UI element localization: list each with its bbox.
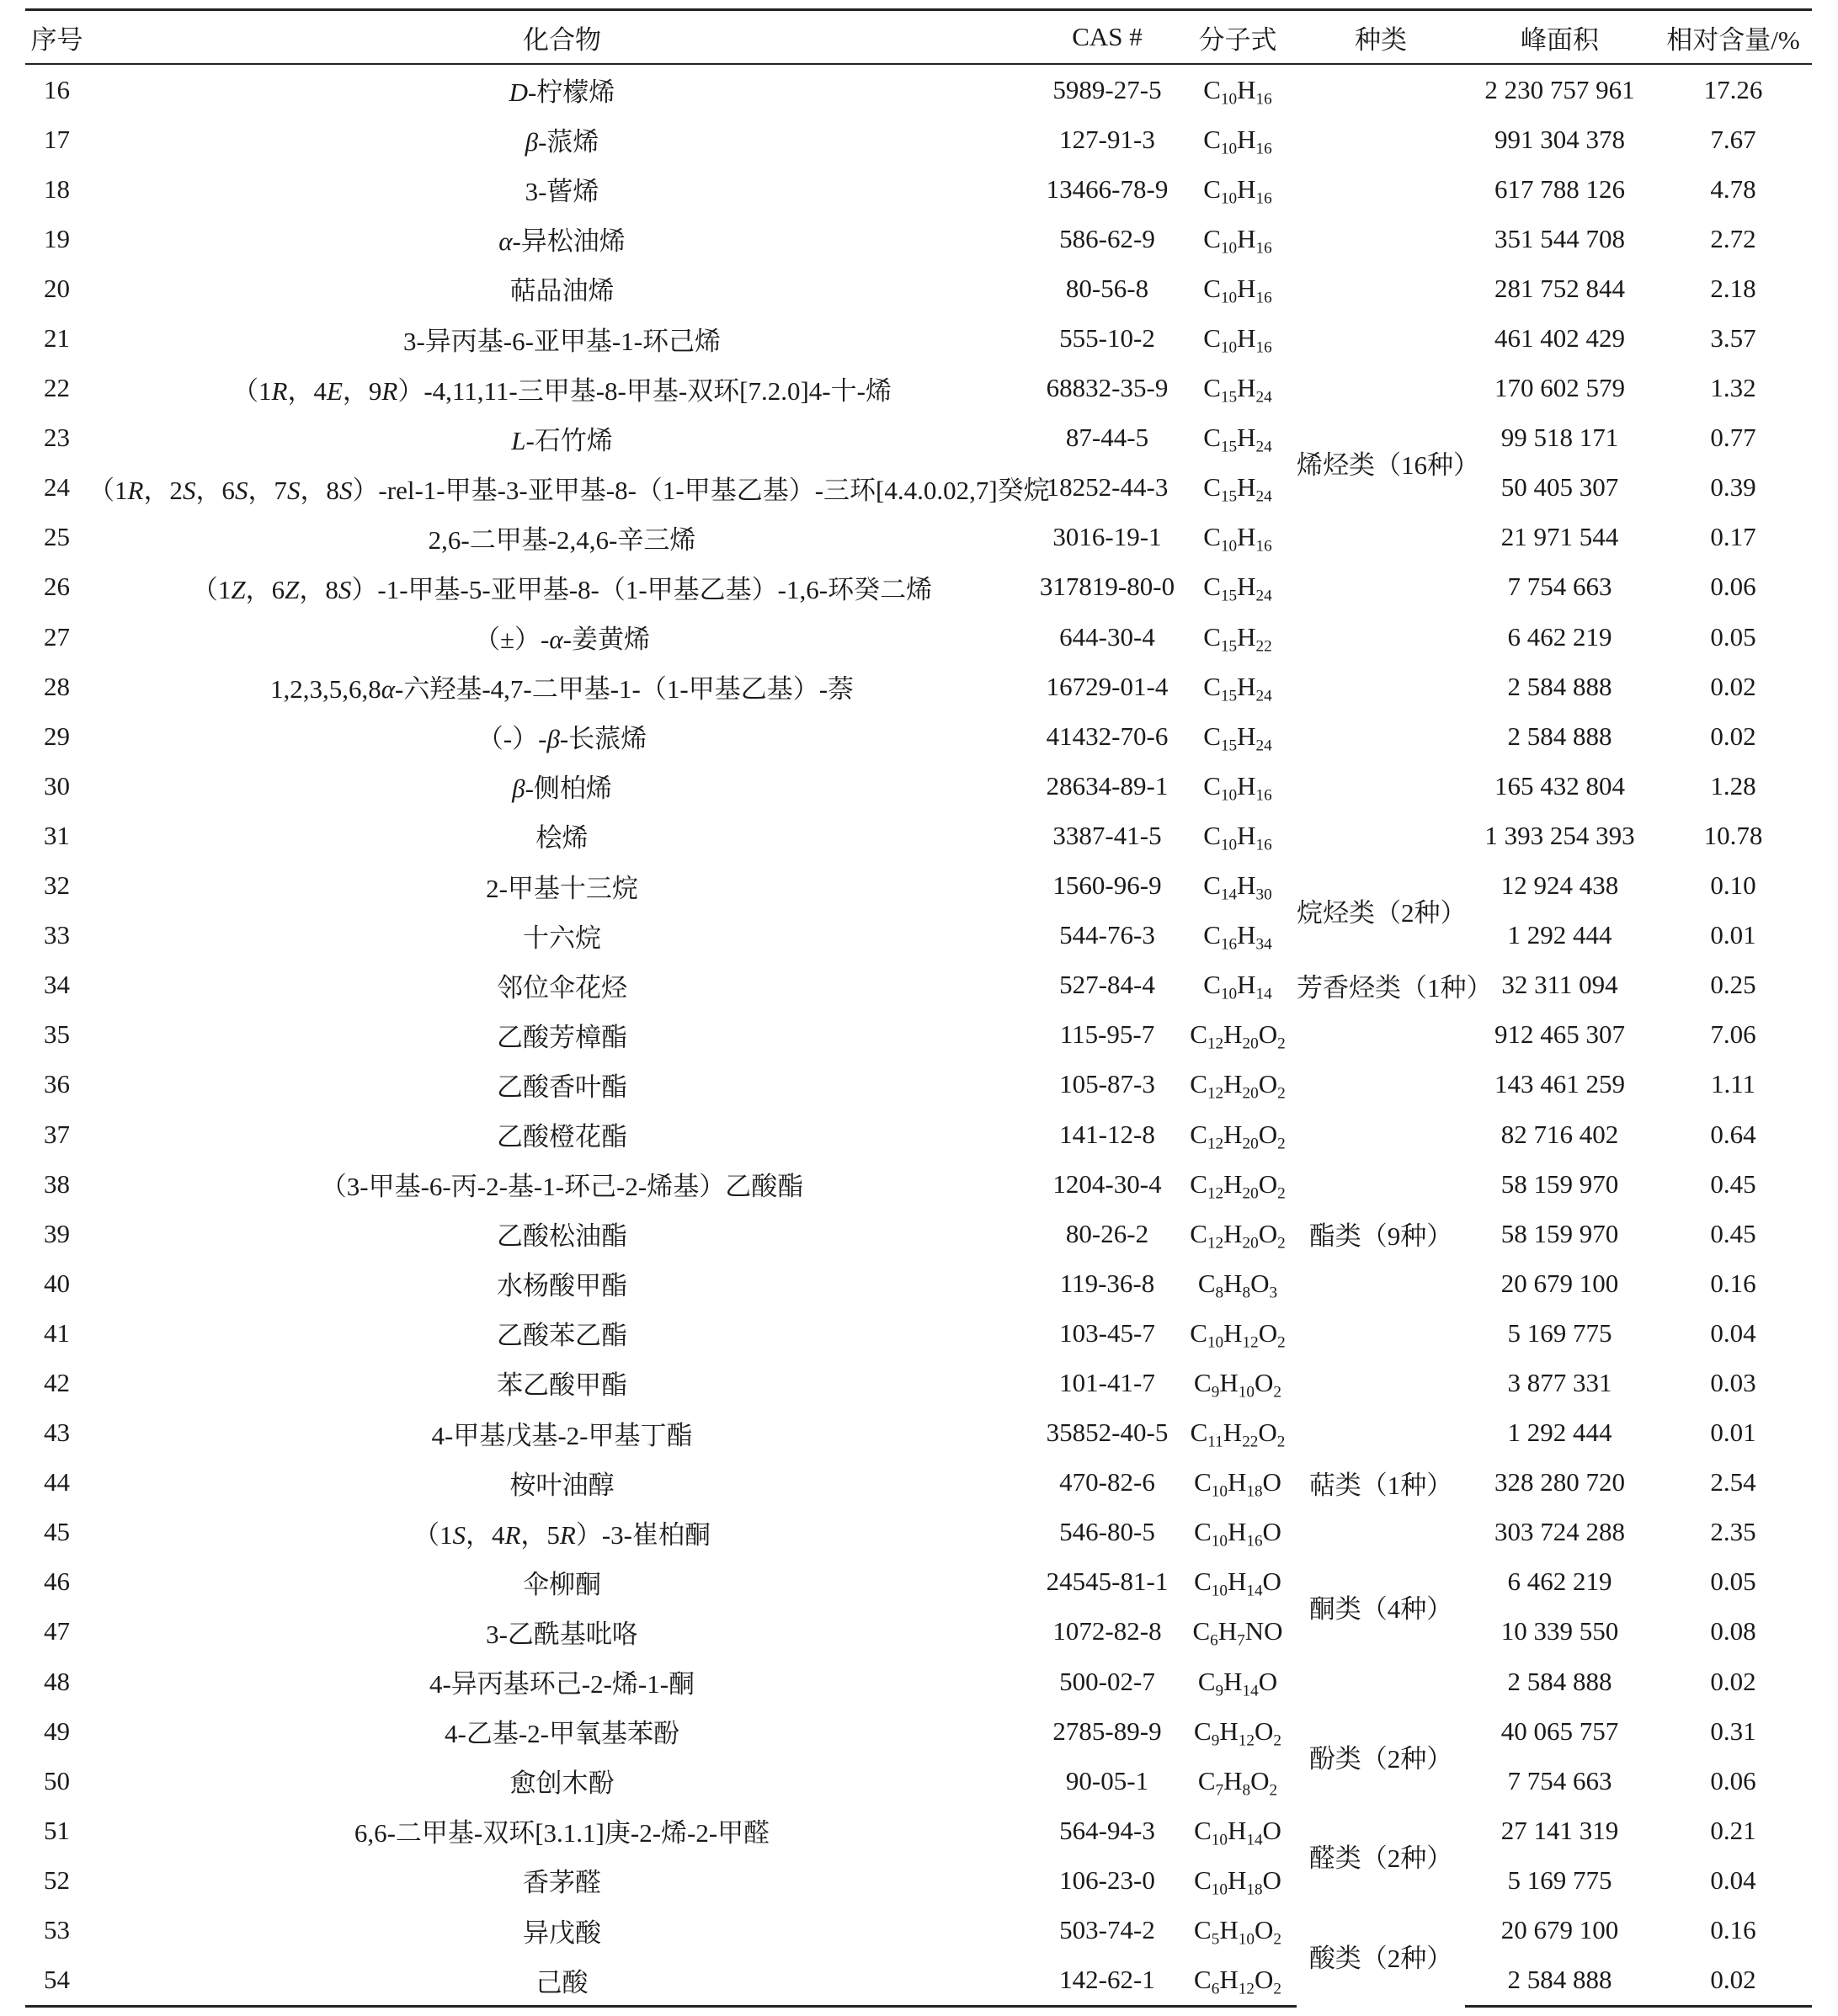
cas-cell: 544-76-3 <box>1059 920 1155 950</box>
index-cell: 53 <box>44 1915 70 1945</box>
cas-cell: 115-95-7 <box>1059 1019 1155 1050</box>
compound-cell: 邻位伞花烃 <box>497 972 627 1003</box>
formula-cell: $C_{15}H_{24}$ <box>1203 572 1272 606</box>
index-cell: 28 <box>44 671 70 701</box>
peak-area-cell: 10 339 550 <box>1500 1616 1619 1646</box>
formula-cell: $C_{10}H_{16}$ <box>1203 74 1272 109</box>
peak-area-cell: 328 280 720 <box>1494 1467 1625 1497</box>
relative-content-cell: 0.04 <box>1710 1317 1756 1348</box>
cas-cell: 586-62-9 <box>1059 223 1155 253</box>
index-cell: 20 <box>44 273 70 303</box>
cas-cell: 41432-70-6 <box>1046 721 1169 751</box>
cas-cell: 5989-27-5 <box>1052 74 1162 104</box>
peak-area-cell: 303 724 288 <box>1494 1517 1625 1547</box>
header-class: 种类 <box>1297 10 1465 65</box>
relative-content-cell: 0.06 <box>1710 572 1756 602</box>
compound-cell: 3-乙酰基吡咯 <box>486 1619 638 1649</box>
header-peak-area: 峰面积 <box>1465 10 1654 65</box>
cas-cell: 141-12-8 <box>1059 1119 1155 1149</box>
formula-cell: $C_{10}H_{16}$ <box>1203 770 1272 805</box>
formula-cell: $C_{10}H_{14}O$ <box>1194 1567 1281 1601</box>
peak-area-cell: 165 432 804 <box>1494 770 1625 801</box>
cas-cell: 1072-82-8 <box>1052 1616 1162 1646</box>
formula-cell: $C_{10}H_{16}$ <box>1203 522 1272 556</box>
peak-area-cell: 2 584 888 <box>1507 671 1612 701</box>
formula-cell: $C_{12}H_{20}O_2$ <box>1190 1069 1286 1104</box>
index-cell: 31 <box>44 820 70 850</box>
cas-cell: 90-05-1 <box>1065 1765 1149 1795</box>
formula-cell: $C_6H_7NO$ <box>1192 1616 1283 1651</box>
cas-cell: 644-30-4 <box>1059 621 1155 652</box>
index-cell: 50 <box>44 1765 70 1795</box>
cas-cell: 564-94-3 <box>1059 1815 1155 1845</box>
compound-cell: 桉叶油醇 <box>509 1470 615 1500</box>
class-cell: 酮类（4种） <box>1308 1594 1453 1625</box>
class-cell: 酯类（9种） <box>1308 1221 1453 1252</box>
table-row <box>25 1109 1812 1159</box>
formula-cell: $C_{16}H_{34}$ <box>1203 920 1272 954</box>
relative-content-cell: 2.72 <box>1710 223 1756 253</box>
compound-cell: 异戊酸 <box>523 1918 601 1948</box>
compound-cell: β-蒎烯 <box>525 127 599 157</box>
relative-content-cell: 0.06 <box>1710 1765 1756 1795</box>
table-row <box>25 1806 1812 1855</box>
cas-cell: 101-41-7 <box>1059 1367 1155 1397</box>
cas-cell: 317819-80-0 <box>1039 572 1175 602</box>
relative-content-cell: 0.02 <box>1710 1666 1756 1696</box>
table-row <box>25 313 1812 363</box>
peak-area-cell: 461 402 429 <box>1494 323 1625 354</box>
table-row <box>25 214 1812 263</box>
compound-cell: 桧烯 <box>535 823 589 854</box>
relative-content-cell: 2.18 <box>1710 273 1756 303</box>
index-cell: 46 <box>44 1567 70 1597</box>
table-row <box>25 960 1812 1010</box>
table-row <box>25 911 1812 960</box>
peak-area-cell: 617 788 126 <box>1494 173 1625 204</box>
table-row <box>25 711 1812 761</box>
index-cell: 49 <box>44 1715 70 1746</box>
cas-cell: 142-62-1 <box>1036 1955 1179 2007</box>
compound-cell: 伞柳酮 <box>523 1569 601 1599</box>
formula-cell: $C_7H_8O_2$ <box>1197 1765 1278 1800</box>
cas-cell: 527-84-4 <box>1059 970 1155 1000</box>
table-row <box>25 1408 1812 1458</box>
index-cell: 35 <box>44 1019 70 1050</box>
table-row <box>25 463 1812 513</box>
formula-cell: $C_{15}H_{22}$ <box>1203 621 1272 656</box>
table-row <box>25 64 1812 114</box>
table-row <box>25 1010 1812 1060</box>
formula-cell: $C_{10}H_{14}$ <box>1203 970 1272 1003</box>
table-row <box>25 861 1812 911</box>
formula-cell: $C_{10}H_{16}O$ <box>1194 1517 1281 1551</box>
index-cell: 40 <box>44 1268 70 1298</box>
index-cell: 21 <box>44 323 70 354</box>
peak-area-cell: 2 584 888 <box>1507 721 1612 751</box>
compound-cell: L-石竹烯 <box>511 425 613 455</box>
relative-content-cell: 0.02 <box>1710 721 1756 751</box>
cas-cell: 119-36-8 <box>1059 1268 1155 1298</box>
class-cell: 烷烃类（2种） <box>1297 898 1467 928</box>
cas-cell: 87-44-5 <box>1065 423 1149 453</box>
relative-content-cell: 0.16 <box>1710 1915 1756 1945</box>
compound-cell: D-柠檬烯 <box>509 77 615 108</box>
table-row <box>25 612 1812 662</box>
index-cell: 26 <box>44 572 70 602</box>
table-row <box>25 1209 1812 1258</box>
table-row <box>25 1358 1812 1407</box>
index-cell: 34 <box>44 970 70 1000</box>
relative-content-cell: 0.16 <box>1710 1268 1756 1298</box>
formula-cell: $C_{10}H_{16}$ <box>1203 273 1272 307</box>
relative-content-cell: 0.08 <box>1710 1616 1756 1646</box>
cas-cell: 18252-44-3 <box>1046 472 1169 503</box>
index-cell: 45 <box>44 1517 70 1547</box>
class-cell: 烯烃类（16种） <box>1297 450 1479 481</box>
relative-content-cell: 3.57 <box>1710 323 1756 354</box>
relative-content-cell: 0.01 <box>1710 1418 1756 1448</box>
relative-content-cell: 0.01 <box>1710 920 1756 950</box>
index-cell: 36 <box>44 1069 70 1099</box>
compound-cell: 乙酸橙花酯 <box>497 1122 627 1152</box>
relative-content-cell: 0.39 <box>1710 472 1756 503</box>
formula-cell: $C_{10}H_{16}$ <box>1203 323 1272 357</box>
class-cell: 醛类（2种） <box>1308 1843 1453 1873</box>
relative-content-cell: 7.06 <box>1710 1019 1756 1050</box>
relative-content-cell: 0.04 <box>1710 1864 1756 1895</box>
formula-cell: $C_{10}H_{16}$ <box>1203 820 1272 854</box>
table-header <box>25 10 1812 65</box>
peak-area-cell: 5 169 775 <box>1507 1864 1612 1895</box>
peak-area-cell: 5 169 775 <box>1507 1317 1612 1348</box>
cas-cell: 16729-01-4 <box>1046 671 1169 701</box>
cas-cell: 80-26-2 <box>1065 1218 1149 1248</box>
formula-cell: $C_{10}H_{16}$ <box>1203 223 1272 258</box>
index-cell: 25 <box>44 522 70 552</box>
cas-cell: 35852-40-5 <box>1046 1418 1169 1448</box>
index-cell: 32 <box>44 870 70 901</box>
cas-cell: 3016-19-1 <box>1052 522 1162 552</box>
formula-cell: $C_9H_{10}O_2$ <box>1194 1367 1281 1402</box>
formula-cell: $C_{11}H_{22}O_2$ <box>1190 1418 1286 1451</box>
index-cell: 29 <box>44 721 70 751</box>
cas-cell: 503-74-2 <box>1059 1915 1155 1945</box>
formula-cell: $C_{10}H_{18}O$ <box>1194 1467 1281 1501</box>
relative-content-cell: 4.78 <box>1710 173 1756 204</box>
compound-cell: 1,2,3,5,6,8α-六羟基-4,7-二甲基-1-（1-甲基乙基）-萘 <box>269 674 855 705</box>
cas-cell: 1560-96-9 <box>1052 870 1162 901</box>
class-cell: 萜类（1种） <box>1308 1470 1453 1500</box>
table-row <box>25 1060 1812 1109</box>
formula-cell: $C_{15}H_{24}$ <box>1203 721 1272 755</box>
compound-cell: 2-甲基十三烷 <box>486 873 638 903</box>
relative-content-cell: 0.77 <box>1710 423 1756 453</box>
peak-area-cell: 58 159 970 <box>1500 1218 1619 1248</box>
formula-cell: $C_5H_{10}O_2$ <box>1194 1915 1281 1949</box>
table-row <box>25 1706 1812 1756</box>
formula-cell: $C_{12}H_{20}O_2$ <box>1190 1019 1286 1054</box>
compound-cell: α-异松油烯 <box>498 226 626 257</box>
table-row <box>25 1159 1812 1209</box>
relative-content-cell: 0.31 <box>1710 1715 1756 1746</box>
compound-cell: （-）-β-长蒎烯 <box>477 724 647 754</box>
table-row <box>25 1607 1812 1657</box>
relative-content-cell: 1.11 <box>1710 1069 1756 1099</box>
cas-cell: 500-02-7 <box>1059 1666 1155 1696</box>
compound-cell: 4-甲基戊基-2-甲基丁酯 <box>431 1420 693 1450</box>
relative-content-cell: 1.28 <box>1710 770 1756 801</box>
index-cell: 33 <box>44 920 70 950</box>
index-cell: 17 <box>44 124 70 154</box>
compound-cell: （1R，2S，6S，7S，8S）-rel-1-甲基-3-亚甲基-8-（1-甲基乙基）-三环[4.4.0.02,7]癸烷 <box>88 475 1050 505</box>
relative-content-cell: 0.05 <box>1710 1567 1756 1597</box>
cas-cell: 105-87-3 <box>1059 1069 1155 1099</box>
index-cell: 54 <box>25 1955 88 2007</box>
table-row <box>25 1508 1812 1557</box>
formula-cell: $C_{15}H_{24}$ <box>1203 472 1272 507</box>
compound-cell: 萜品油烯 <box>509 276 615 306</box>
compound-cell: 乙酸芳樟酯 <box>497 1022 627 1052</box>
class-cell: 酚类（2种） <box>1308 1743 1453 1774</box>
index-cell: 44 <box>44 1467 70 1497</box>
table-row <box>25 114 1812 164</box>
peak-area-cell: 40 065 757 <box>1500 1715 1619 1746</box>
formula-cell: $C_{10}H_{12}O_2$ <box>1190 1317 1286 1352</box>
table-row <box>25 1756 1812 1806</box>
index-cell: 47 <box>44 1616 70 1646</box>
peak-area-cell: 2 230 757 961 <box>1484 74 1635 104</box>
peak-area-cell: 50 405 307 <box>1500 472 1619 503</box>
compound-cell: 乙酸苯乙酯 <box>497 1321 627 1351</box>
index-cell: 27 <box>44 621 70 652</box>
index-cell: 16 <box>44 74 70 104</box>
table-row <box>25 1458 1812 1508</box>
cas-cell: 2785-89-9 <box>1052 1715 1162 1746</box>
index-cell: 19 <box>44 223 70 253</box>
formula-cell: $C_{14}H_{30}$ <box>1203 870 1272 904</box>
peak-area-cell: 7 754 663 <box>1507 1765 1612 1795</box>
peak-area-cell: 912 465 307 <box>1494 1019 1625 1050</box>
cas-cell: 24545-81-1 <box>1046 1567 1169 1597</box>
peak-area-cell: 1 393 254 393 <box>1484 820 1635 850</box>
table-body <box>25 64 1812 2006</box>
peak-area-cell: 20 679 100 <box>1500 1915 1619 1945</box>
cas-cell: 13466-78-9 <box>1046 173 1169 204</box>
table-row <box>25 761 1812 811</box>
peak-area-cell: 21 971 544 <box>1500 522 1619 552</box>
relative-content-cell: 0.02 <box>1710 671 1756 701</box>
cas-cell: 103-45-7 <box>1059 1317 1155 1348</box>
table-row <box>25 413 1812 463</box>
compound-cell: 愈创木酚 <box>509 1769 615 1799</box>
cas-cell: 555-10-2 <box>1059 323 1155 354</box>
relative-content-cell: 0.45 <box>1710 1168 1756 1199</box>
cas-cell: 106-23-0 <box>1059 1864 1155 1895</box>
compound-cell: （1Z，6Z，8S）-1-甲基-5-亚甲基-8-（1-甲基乙基）-1,6-环癸二烯 <box>191 574 933 604</box>
compound-cell: β-侧柏烯 <box>512 774 612 804</box>
relative-content-cell: 0.02 <box>1654 1955 1812 2007</box>
formula-cell: $C_9H_{14}O$ <box>1197 1666 1278 1700</box>
compound-cell: 3-异丙基-6-亚甲基-1-环己烯 <box>402 326 722 356</box>
peak-area-cell: 1 292 444 <box>1507 1418 1612 1448</box>
formula-cell: $C_{10}H_{18}O$ <box>1194 1864 1281 1899</box>
header-compound: 化合物 <box>88 10 1036 65</box>
peak-area-cell: 20 679 100 <box>1500 1268 1619 1298</box>
formula-cell: $C_{12}H_{20}O_2$ <box>1190 1218 1286 1253</box>
formula-cell: $C_9H_{12}O_2$ <box>1194 1715 1281 1750</box>
formula-cell: $C_{12}H_{20}O_2$ <box>1190 1119 1286 1153</box>
cas-cell: 546-80-5 <box>1059 1517 1155 1547</box>
index-cell: 30 <box>44 770 70 801</box>
index-cell: 41 <box>44 1317 70 1348</box>
compound-cell: 2,6-二甲基-2,4,6-辛三烯 <box>428 524 696 555</box>
table-row <box>25 1955 1812 2007</box>
compound-cell: （1R，4E，9R）-4,11,11-三甲基-8-甲基-双环[7.2.0]4-十-烯 <box>232 375 892 406</box>
formula-cell: $C_{12}H_{20}O_2$ <box>1190 1168 1286 1203</box>
table-row <box>25 1308 1812 1358</box>
relative-content-cell: 2.54 <box>1710 1467 1756 1497</box>
formula-cell: $C_8H_8O_3$ <box>1197 1268 1278 1302</box>
relative-content-cell: 10.78 <box>1703 820 1763 850</box>
relative-content-cell: 7.67 <box>1710 124 1756 154</box>
table-row <box>25 1557 1812 1607</box>
cas-cell: 470-82-6 <box>1059 1467 1155 1497</box>
relative-content-cell: 0.05 <box>1710 621 1756 652</box>
table-row <box>25 164 1812 214</box>
formula-cell: $C_{10}H_{14}O$ <box>1194 1815 1281 1849</box>
relative-content-cell: 0.21 <box>1710 1815 1756 1845</box>
formula-cell: $C_{15}H_{24}$ <box>1203 373 1272 407</box>
peak-area-cell: 351 544 708 <box>1494 223 1625 253</box>
cas-cell: 127-91-3 <box>1059 124 1155 154</box>
compound-cell: 3-蒈烯 <box>525 177 599 207</box>
compound-cell: 香茅醛 <box>523 1868 601 1898</box>
index-cell: 43 <box>44 1418 70 1448</box>
index-cell: 51 <box>44 1815 70 1845</box>
relative-content-cell: 0.17 <box>1710 522 1756 552</box>
compound-cell: 己酸 <box>88 1955 1036 2007</box>
compound-cell: 乙酸松油酯 <box>497 1221 627 1252</box>
index-cell: 24 <box>44 472 70 503</box>
peak-area-cell: 281 752 844 <box>1494 273 1625 303</box>
peak-area-cell: 991 304 378 <box>1494 124 1625 154</box>
cas-cell: 1204-30-4 <box>1052 1168 1162 1199</box>
compound-cell: 苯乙酸甲酯 <box>497 1370 627 1401</box>
formula-cell: $C_{15}H_{24}$ <box>1203 423 1272 456</box>
peak-area-cell: 3 877 331 <box>1507 1367 1612 1397</box>
compound-cell: （3-甲基-6-丙-2-基-1-环己-2-烯基）乙酸酯 <box>320 1172 804 1202</box>
class-cell: 芳香烃类（1种） <box>1297 972 1493 1003</box>
table-row <box>25 1905 1812 1955</box>
compound-cell: 4-异丙基环己-2-烯-1-酮 <box>429 1669 695 1700</box>
relative-content-cell: 0.25 <box>1710 970 1756 1000</box>
index-cell: 52 <box>44 1864 70 1895</box>
peak-area-cell: 6 462 219 <box>1507 621 1612 652</box>
compound-cell: 乙酸香叶酯 <box>497 1072 627 1102</box>
compound-cell: 6,6-二甲基-双环[3.1.1]庚-2-烯-2-甲醛 <box>354 1818 770 1848</box>
peak-area-cell: 32 311 094 <box>1501 970 1618 1000</box>
peak-area-cell: 82 716 402 <box>1500 1119 1619 1149</box>
class-cell: 酸类（2种） <box>1308 1943 1453 1973</box>
table-row <box>25 562 1812 612</box>
peak-area-cell: 2 584 888 <box>1507 1666 1612 1696</box>
index-cell: 42 <box>44 1367 70 1397</box>
index-cell: 37 <box>44 1119 70 1149</box>
peak-area-cell: 58 159 970 <box>1500 1168 1619 1199</box>
compound-cell: （1S，4R，5R）-3-崔柏酮 <box>413 1519 711 1550</box>
relative-content-cell: 0.45 <box>1710 1218 1756 1248</box>
compound-cell: 水杨酸甲酯 <box>497 1271 627 1301</box>
index-cell: 48 <box>44 1666 70 1696</box>
header-relative-content: 相对含量/% <box>1654 10 1812 65</box>
relative-content-cell: 0.64 <box>1710 1119 1756 1149</box>
table-row <box>25 662 1812 711</box>
relative-content-cell: 2.35 <box>1710 1517 1756 1547</box>
table-row <box>25 1258 1812 1308</box>
peak-area-cell: 99 518 171 <box>1500 423 1619 453</box>
header-row <box>25 10 1812 65</box>
formula-cell: $C_6H_{12}O_2$ <box>1179 1955 1297 2007</box>
peak-area-cell: 12 924 438 <box>1500 870 1619 901</box>
index-cell: 39 <box>44 1218 70 1248</box>
table-row <box>25 1855 1812 1905</box>
compound-cell: 十六烷 <box>523 923 601 953</box>
relative-content-cell: 0.03 <box>1710 1367 1756 1397</box>
cas-cell: 68832-35-9 <box>1046 373 1169 403</box>
cas-cell: 28634-89-1 <box>1046 770 1169 801</box>
header-cas: CAS # <box>1036 10 1179 65</box>
header-formula: 分子式 <box>1179 10 1297 65</box>
relative-content-cell: 17.26 <box>1703 74 1763 104</box>
compound-cell: 4-乙基-2-甲氧基苯酚 <box>445 1719 679 1749</box>
index-cell: 23 <box>44 423 70 453</box>
compound-cell: （±）-α-姜黄烯 <box>474 625 650 655</box>
peak-area-cell: 7 754 663 <box>1507 572 1612 602</box>
index-cell: 22 <box>44 373 70 403</box>
table-row <box>25 263 1812 313</box>
formula-cell: $C_{10}H_{16}$ <box>1203 124 1272 158</box>
formula-cell: $C_{10}H_{16}$ <box>1203 173 1272 208</box>
peak-area-cell: 6 462 219 <box>1507 1567 1612 1597</box>
cas-cell: 80-56-8 <box>1065 273 1149 303</box>
cas-cell: 3387-41-5 <box>1052 820 1162 850</box>
table-row <box>25 513 1812 562</box>
compound-table <box>25 8 1812 2008</box>
index-cell: 38 <box>44 1168 70 1199</box>
formula-cell: $C_{15}H_{24}$ <box>1203 671 1272 705</box>
relative-content-cell: 1.32 <box>1710 373 1756 403</box>
index-cell: 18 <box>44 173 70 204</box>
header-index: 序号 <box>25 10 88 65</box>
peak-area-cell: 27 141 319 <box>1500 1815 1619 1845</box>
table-row <box>25 364 1812 413</box>
peak-area-cell: 143 461 259 <box>1494 1069 1625 1099</box>
relative-content-cell: 0.10 <box>1710 870 1756 901</box>
peak-area-cell: 2 584 888 <box>1465 1955 1654 2007</box>
peak-area-cell: 1 292 444 <box>1507 920 1612 950</box>
table-row <box>25 1657 1812 1706</box>
peak-area-cell: 170 602 579 <box>1494 373 1625 403</box>
table-row <box>25 811 1812 860</box>
